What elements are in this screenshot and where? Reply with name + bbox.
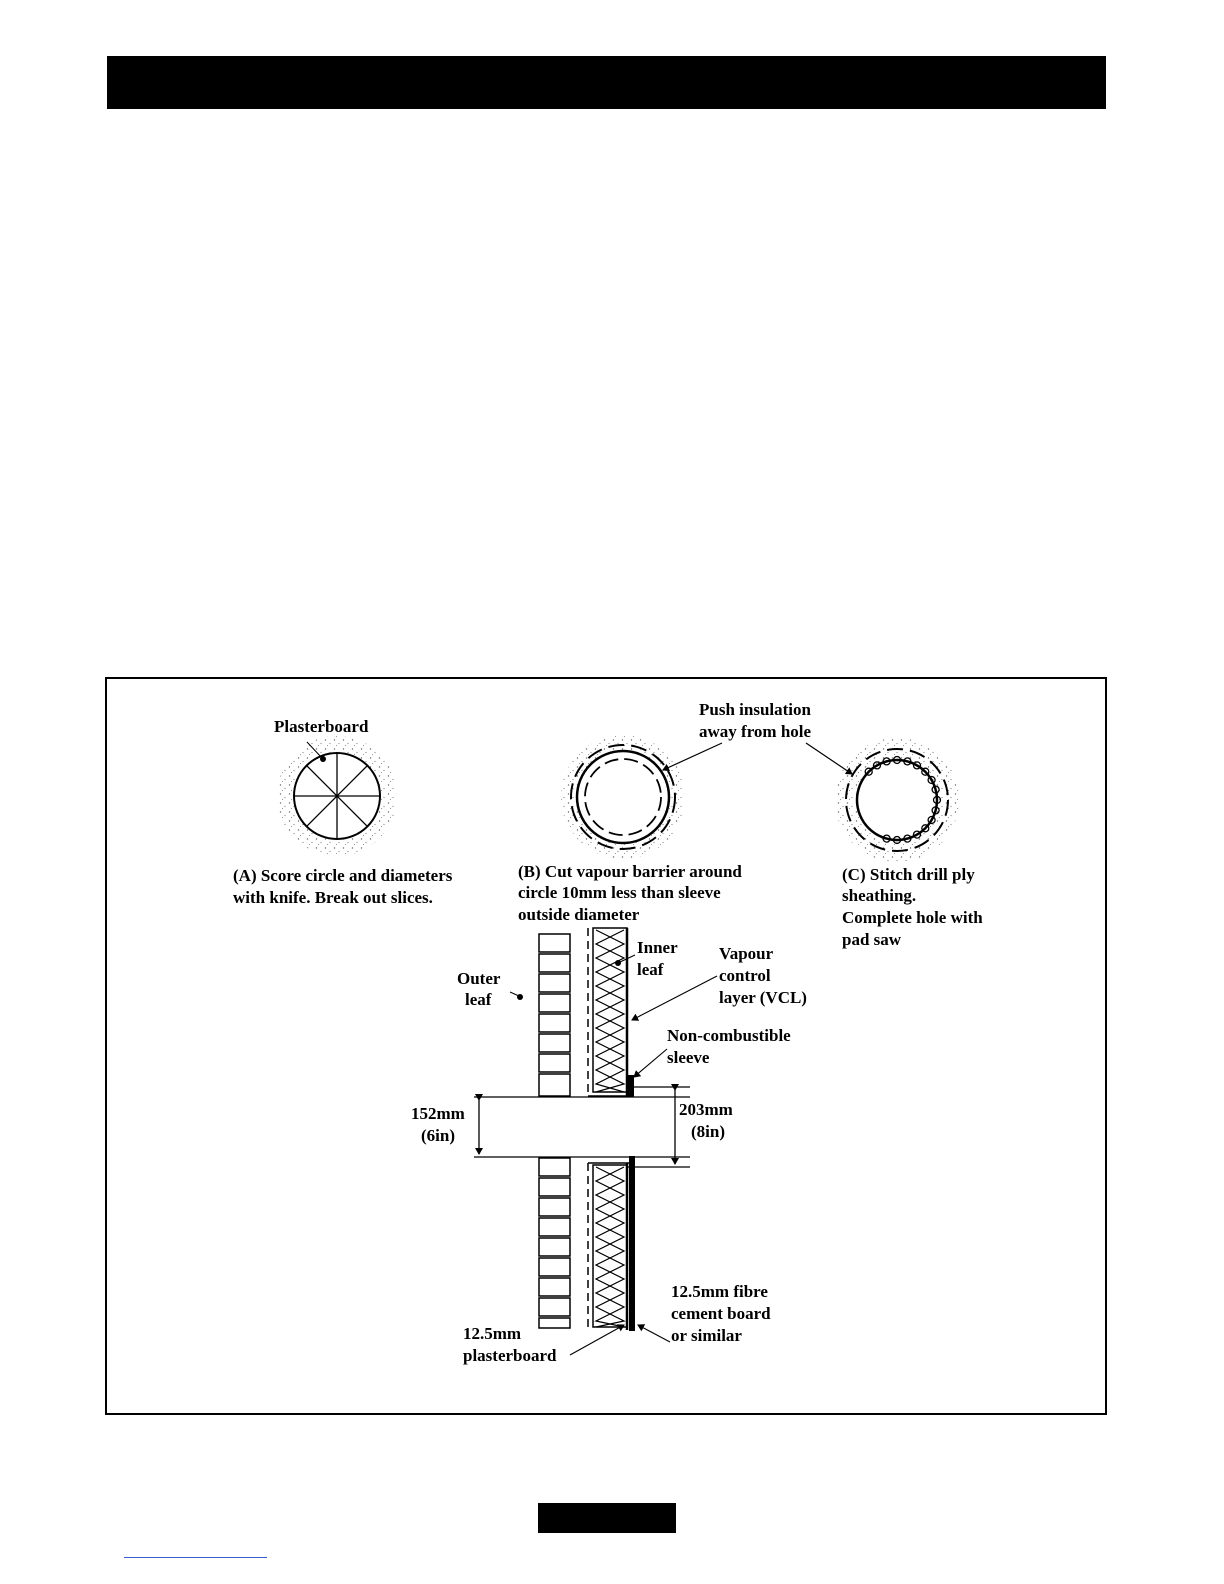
- push-insulation-leader-c: [806, 743, 852, 774]
- sleeve-label-line1: Non-combustible: [667, 1026, 791, 1045]
- step-a-diagram: [277, 736, 397, 856]
- footer-page-bar: [538, 1503, 676, 1533]
- outer-leaf-bricks-lower: [539, 1158, 570, 1328]
- fibre-board-label-line1: 12.5mm fibre: [671, 1282, 768, 1301]
- outer-leaf-label-line1: Outer: [457, 969, 501, 988]
- inner-leaf-label-line1: Inner: [637, 938, 678, 957]
- step-c-caption-line2: sheathing.: [842, 886, 917, 905]
- push-insulation-leader-b: [663, 743, 722, 770]
- sleeve-label-line2: sleeve: [667, 1048, 710, 1067]
- dimension-203-label-line1: 203mm: [679, 1100, 733, 1119]
- dimension-152-label-line1: 152mm: [411, 1104, 465, 1123]
- plasterboard-section-label-line2: plasterboard: [463, 1346, 557, 1365]
- step-b-caption-line3: outside diameter: [518, 905, 640, 924]
- dimension-203-label-line2: (8in): [691, 1122, 725, 1141]
- fibre-board-label-line3: or similar: [671, 1326, 742, 1345]
- inner-leaf-label-line2: leaf: [637, 960, 664, 979]
- outer-leaf-bricks-upper: [539, 934, 570, 1096]
- plasterboard-label: Plasterboard: [274, 717, 369, 736]
- step-b-caption-line1: (B) Cut vapour barrier around: [518, 862, 742, 881]
- outer-leaf-label-line2: leaf: [465, 990, 492, 1009]
- fibre-board-label-line2: cement board: [671, 1304, 771, 1323]
- plasterboard-section-label-line1: 12.5mm: [463, 1324, 522, 1343]
- step-a-caption-line1: (A) Score circle and diameters: [233, 866, 453, 885]
- step-c-caption-line1: (C) Stitch drill ply: [842, 865, 975, 884]
- step-b-diagram: [561, 735, 685, 859]
- step-c-caption-line4: pad saw: [842, 930, 902, 949]
- push-insulation-label-line1: Push insulation: [699, 700, 811, 719]
- step-c-caption-line3: Complete hole with: [842, 908, 983, 927]
- footer-link-underline[interactable]: [124, 1557, 267, 1558]
- step-c-diagram: [835, 738, 959, 862]
- vcl-label-line3: layer (VCL): [719, 988, 807, 1007]
- step-b-caption-line2: circle 10mm less than sleeve: [518, 883, 721, 902]
- dimension-152-label-line2: (6in): [421, 1126, 455, 1145]
- vcl-label-line1: Vapour: [719, 944, 774, 963]
- vcl-label-line2: control: [719, 966, 771, 985]
- step-a-caption-line2: with knife. Break out slices.: [233, 888, 433, 907]
- push-insulation-label-line2: away from hole: [699, 722, 812, 741]
